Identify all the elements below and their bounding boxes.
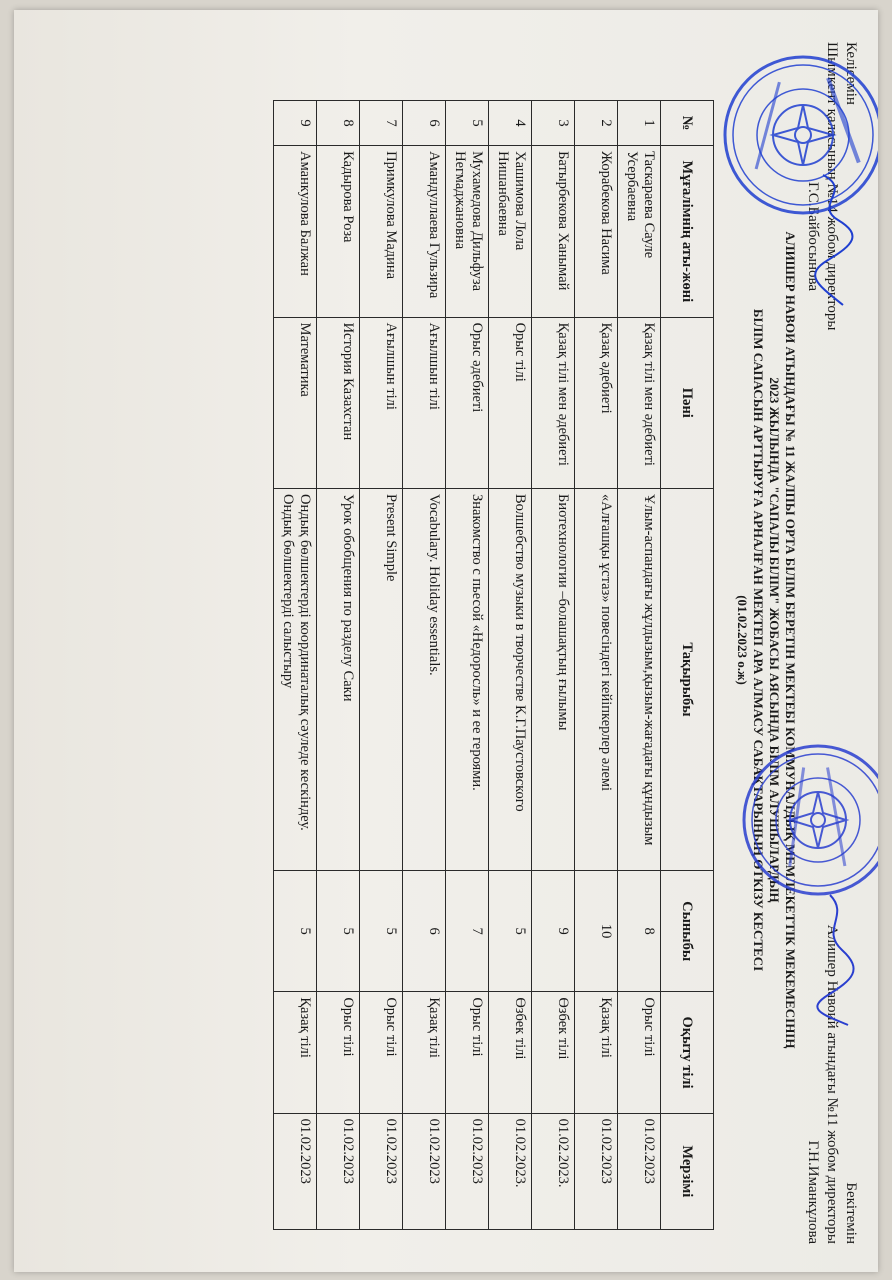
- cell-topic: Ұлым-аспандағы жұлдызым,қызым-жағадағы құндызым: [618, 489, 661, 871]
- table-header-row: [661, 101, 714, 1230]
- cell-teacher-name: Жорабекова Насима: [575, 146, 618, 317]
- cell-number: 3: [532, 101, 575, 146]
- cell-date: 01.02.2023: [403, 1113, 446, 1229]
- cell-teacher-name: Мухамедова Дильфуза Негмаджановна: [446, 146, 489, 317]
- heading-line-1: АЛИШЕР НАВОИ АТЫНДАҒЫ № 11 ЖАЛПЫ ОРТА БІЛІМ БЕРЕТІН МЕКТЕБІ КОММУНАЛДЫҚ МЕМЛЕКЕТТІК МЕКЕМЕСІНІҢ: [783, 231, 798, 1049]
- cell-language: Өзбек тілі: [532, 992, 575, 1113]
- approval-right-signer: Г.Н.Иманкұлова: [805, 1140, 821, 1244]
- cell-language: Қазақ тілі: [274, 992, 317, 1113]
- approval-left-position: Шымкент қаласының №14 жобом директоры: [824, 42, 840, 331]
- cell-language: Қазақ тілі: [403, 992, 446, 1113]
- cell-number: 7: [360, 101, 403, 146]
- cell-grade: 10: [575, 871, 618, 992]
- cell-teacher-name: Кадырова Роза: [317, 146, 360, 317]
- table-row: [532, 101, 575, 1230]
- document-page: [14, 10, 878, 1272]
- cell-grade: 5: [317, 871, 360, 992]
- cell-grade: 6: [403, 871, 446, 992]
- right-signature: [810, 890, 860, 1030]
- rotated-sheet: [14, 10, 878, 1272]
- header-date: Мерзімі: [661, 1113, 714, 1229]
- cell-date: 01.02.2023: [360, 1113, 403, 1229]
- heading-line-4: (01.02.2023 о.ж): [735, 595, 750, 685]
- right-official-stamp: [738, 740, 878, 900]
- approval-left-title: Келісемін: [843, 42, 859, 105]
- schedule-table: [273, 100, 714, 1230]
- cell-language: Өзбек тілі: [489, 992, 532, 1113]
- cell-topic: Ондық бөлшектерді координаталық сәуледе кескіндеу. Ондық бөлшектерді салыстыру: [274, 489, 317, 871]
- cell-number: 9: [274, 101, 317, 146]
- cell-topic: Present Simple: [360, 489, 403, 871]
- cell-subject: Орыс тілі: [489, 317, 532, 488]
- approval-left-signer: Г.С.Байбосынова: [805, 182, 821, 292]
- cell-number: 5: [446, 101, 489, 146]
- cell-language: Орыс тілі: [446, 992, 489, 1113]
- cell-date: 01.02.2023: [575, 1113, 618, 1229]
- cell-date: 01.02.2023.: [532, 1113, 575, 1229]
- approval-right-title: Бекітемін: [843, 1182, 859, 1244]
- header-language: Оқыту тілі: [661, 992, 714, 1113]
- cell-grade: 5: [360, 871, 403, 992]
- cell-subject: Қазақ тілі мен әдебиеті: [532, 317, 575, 488]
- cell-date: 01.02.2023: [317, 1113, 360, 1229]
- header-topic: Тақырыбы: [661, 489, 714, 871]
- cell-topic: Урок обобщения по разделу Саки: [317, 489, 360, 871]
- table-row: [274, 101, 317, 1230]
- table-row: [446, 101, 489, 1230]
- cell-number: 1: [618, 101, 661, 146]
- cell-subject: Қазақ әдебиеті: [575, 317, 618, 488]
- cell-teacher-name: Батырбекова Ханымай: [532, 146, 575, 317]
- cell-date: 01.02.2023: [618, 1113, 661, 1229]
- cell-topic: «Алғашқы ұстаз» повесіндегі кейіпкерлер әлемі: [575, 489, 618, 871]
- cell-number: 6: [403, 101, 446, 146]
- cell-teacher-name: Хашимова Лола Нишанбаевна: [489, 146, 532, 317]
- table-row: [360, 101, 403, 1230]
- cell-language: Қазақ тілі: [575, 992, 618, 1113]
- cell-grade: 7: [446, 871, 489, 992]
- cell-topic: Знакомство с пьесой «Недоросль» и ее героями.: [446, 489, 489, 871]
- cell-date: 01.02.2023: [274, 1113, 317, 1229]
- cell-date: 01.02.2023.: [489, 1113, 532, 1229]
- cell-teacher-name: Примкулова Мадина: [360, 146, 403, 317]
- cell-grade: 5: [274, 871, 317, 992]
- cell-language: Орыс тілі: [317, 992, 360, 1113]
- cell-language: Орыс тілі: [360, 992, 403, 1113]
- cell-language: Орыс тілі: [618, 992, 661, 1113]
- left-signature: [808, 170, 858, 310]
- cell-topic: Волшебство музыки в творчестве К.Г.Паустовского: [489, 489, 532, 871]
- table-row: [317, 101, 360, 1230]
- cell-number: 4: [489, 101, 532, 146]
- heading-line-3: БІЛІМ САПАСЫН АРТТЫРУҒА АРНАЛҒАН МЕКТЕП АРА АЛМАСУ САБАҚТАРЫНЫҢ ӨТКІЗУ КЕСТЕСІ: [751, 308, 766, 972]
- approval-right-position: Алишер Навоий атындағы №11 жобом директоры: [824, 924, 840, 1244]
- cell-grade: 9: [532, 871, 575, 992]
- cell-teacher-name: Таскараева Сауле Усербаевна: [618, 146, 661, 317]
- cell-date: 01.02.2023: [446, 1113, 489, 1229]
- cell-subject: Ағылшын тілі: [360, 317, 403, 488]
- cell-grade: 5: [489, 871, 532, 992]
- cell-subject: Орыс әдебиеті: [446, 317, 489, 488]
- header-grade: Сыныбы: [661, 871, 714, 992]
- header-subject: Пәні: [661, 317, 714, 488]
- cell-number: 2: [575, 101, 618, 146]
- cell-subject: Қазақ тілі мен әдебиеті: [618, 317, 661, 488]
- header-teacher-name: Мұғалімнің аты-жөні: [661, 146, 714, 317]
- cell-number: 8: [317, 101, 360, 146]
- cell-grade: 8: [618, 871, 661, 992]
- document-heading: [734, 130, 798, 1150]
- cell-topic: Биотехнологии –болашақтың ғылымы: [532, 489, 575, 871]
- header-number: №: [661, 101, 714, 146]
- table-row: [403, 101, 446, 1230]
- table-row: [575, 101, 618, 1230]
- table-row: [489, 101, 532, 1230]
- right-stamp-ring: [744, 746, 878, 894]
- cell-subject: Математика: [274, 317, 317, 488]
- cell-subject: Ағылшын тілі: [403, 317, 446, 488]
- table-row: [618, 101, 661, 1230]
- cell-topic: Vocabulary. Holiday essentials.: [403, 489, 446, 871]
- cell-teacher-name: Амандуллаева Гульзира: [403, 146, 446, 317]
- heading-line-2: 2023 ЖЫЛЫНДА "САПАЛЫ БІЛІМ" ЖОБАСЫ АЯСЫНДА БІЛІМ АЛУШЫЛАРДЫҢ: [767, 377, 782, 903]
- cell-subject: История Казахстан: [317, 317, 360, 488]
- cell-teacher-name: Аманкулова Балжан: [274, 146, 317, 317]
